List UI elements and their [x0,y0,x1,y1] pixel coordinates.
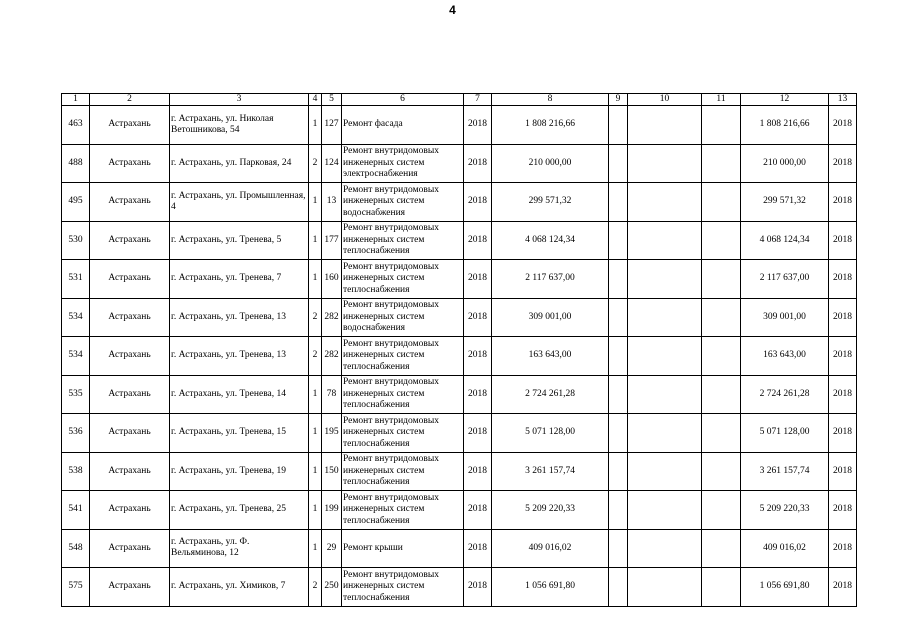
total-amount-cell: 3 261 157,74 [741,452,829,491]
table-row [62,375,857,414]
column-header: 3 [170,94,309,106]
col-11-cell [702,529,741,568]
col-9-cell [609,260,628,299]
column-header: 2 [90,94,170,106]
col-5-cell: 124 [322,144,342,183]
completion-year-cell: 2018 [829,183,857,222]
work-type-cell: Ремонт внутридомовых инженерных систем теплоснабжения [342,337,464,376]
col-11-cell [702,106,741,145]
total-amount-cell: 299 571,32 [741,183,829,222]
record-number-cell: 530 [62,221,90,260]
col-10-cell [628,414,702,453]
col-5-cell: 150 [322,452,342,491]
col-9-cell [609,375,628,414]
work-type-cell: Ремонт фасада [342,106,464,145]
work-type-cell: Ремонт внутридомовых инженерных систем теплоснабжения [342,375,464,414]
total-amount-cell: 2 724 261,28 [741,375,829,414]
address-cell: г. Астрахань, ул. Тренева, 25 [170,491,309,530]
record-number-cell: 495 [62,183,90,222]
col-5-cell: 195 [322,414,342,453]
col-9-cell [609,337,628,376]
year-cell: 2018 [464,337,492,376]
municipality-cell: Астрахань [90,375,170,414]
column-header: 5 [322,94,342,106]
record-number-cell: 488 [62,144,90,183]
municipality-cell: Астрахань [90,337,170,376]
address-cell: г. Астрахань, ул. Тренева, 5 [170,221,309,260]
col-9-cell [609,491,628,530]
municipality-cell: Астрахань [90,183,170,222]
table-row [62,414,857,453]
total-amount-cell: 1 056 691,80 [741,568,829,607]
col-10-cell [628,529,702,568]
year-cell: 2018 [464,106,492,145]
address-cell: г. Астрахань, ул. Ф. Вельяминова, 12 [170,529,309,568]
total-amount-cell: 309 001,00 [741,298,829,337]
col-5-cell: 282 [322,337,342,376]
year-cell: 2018 [464,221,492,260]
record-number-cell: 538 [62,452,90,491]
amount-cell: 409 016,02 [492,529,609,568]
address-cell: г. Астрахань, ул. Тренева, 14 [170,375,309,414]
col-5-cell: 282 [322,298,342,337]
amount-cell: 309 001,00 [492,298,609,337]
col-5-cell: 177 [322,221,342,260]
amount-cell: 5 209 220,33 [492,491,609,530]
year-cell: 2018 [464,529,492,568]
municipality-cell: Астрахань [90,529,170,568]
address-cell: г. Астрахань, ул. Николая Ветошникова, 54 [170,106,309,145]
col-10-cell [628,298,702,337]
col-10-cell [628,375,702,414]
col-11-cell [702,568,741,607]
col-4-cell: 2 [309,298,322,337]
amount-cell: 3 261 157,74 [492,452,609,491]
col-4-cell: 1 [309,529,322,568]
col-9-cell [609,414,628,453]
col-11-cell [702,183,741,222]
completion-year-cell: 2018 [829,221,857,260]
completion-year-cell: 2018 [829,337,857,376]
address-cell: г. Астрахань, ул. Промышленная, 4 [170,183,309,222]
capital-repair-table [61,93,857,607]
address-cell: г. Астрахань, ул. Тренева, 13 [170,298,309,337]
col-11-cell [702,452,741,491]
work-type-cell: Ремонт внутридомовых инженерных систем теплоснабжения [342,221,464,260]
col-11-cell [702,491,741,530]
table-row [62,491,857,530]
address-cell: г. Астрахань, ул. Тренева, 13 [170,337,309,376]
completion-year-cell: 2018 [829,491,857,530]
municipality-cell: Астрахань [90,260,170,299]
total-amount-cell: 210 000,00 [741,144,829,183]
table-row [62,183,857,222]
amount-cell: 2 117 637,00 [492,260,609,299]
municipality-cell: Астрахань [90,221,170,260]
column-header: 6 [342,94,464,106]
municipality-cell: Астрахань [90,106,170,145]
col-5-cell: 160 [322,260,342,299]
page-number: 4 [449,3,456,17]
work-type-cell: Ремонт крыши [342,529,464,568]
amount-cell: 1 056 691,80 [492,568,609,607]
record-number-cell: 531 [62,260,90,299]
total-amount-cell: 2 117 637,00 [741,260,829,299]
total-amount-cell: 5 209 220,33 [741,491,829,530]
column-header: 11 [702,94,741,106]
amount-cell: 299 571,32 [492,183,609,222]
col-4-cell: 1 [309,183,322,222]
table-row [62,298,857,337]
column-header: 12 [741,94,829,106]
col-5-cell: 199 [322,491,342,530]
total-amount-cell: 5 071 128,00 [741,414,829,453]
col-4-cell: 1 [309,106,322,145]
work-type-cell: Ремонт внутридомовых инженерных систем теплоснабжения [342,452,464,491]
year-cell: 2018 [464,183,492,222]
record-number-cell: 548 [62,529,90,568]
completion-year-cell: 2018 [829,260,857,299]
work-type-cell: Ремонт внутридомовых инженерных систем теплоснабжения [342,260,464,299]
amount-cell: 5 071 128,00 [492,414,609,453]
table-row [62,106,857,145]
col-4-cell: 2 [309,568,322,607]
work-type-cell: Ремонт внутридомовых инженерных систем водоснабжения [342,183,464,222]
work-type-cell: Ремонт внутридомовых инженерных систем электроснабжения [342,144,464,183]
col-10-cell [628,491,702,530]
column-header: 4 [309,94,322,106]
col-9-cell [609,298,628,337]
column-number-row [62,94,857,106]
col-9-cell [609,529,628,568]
col-4-cell: 2 [309,337,322,376]
amount-cell: 2 724 261,28 [492,375,609,414]
completion-year-cell: 2018 [829,529,857,568]
table-row [62,452,857,491]
record-number-cell: 534 [62,298,90,337]
year-cell: 2018 [464,414,492,453]
col-4-cell: 1 [309,491,322,530]
amount-cell: 210 000,00 [492,144,609,183]
address-cell: г. Астрахань, ул. Тренева, 7 [170,260,309,299]
column-header: 1 [62,94,90,106]
col-9-cell [609,183,628,222]
col-4-cell: 1 [309,452,322,491]
column-header: 10 [628,94,702,106]
column-header: 7 [464,94,492,106]
col-9-cell [609,452,628,491]
completion-year-cell: 2018 [829,375,857,414]
col-4-cell: 1 [309,414,322,453]
col-9-cell [609,144,628,183]
col-10-cell [628,568,702,607]
address-cell: г. Астрахань, ул. Химиков, 7 [170,568,309,607]
municipality-cell: Астрахань [90,144,170,183]
col-5-cell: 29 [322,529,342,568]
work-type-cell: Ремонт внутридомовых инженерных систем теплоснабжения [342,491,464,530]
col-11-cell [702,221,741,260]
record-number-cell: 575 [62,568,90,607]
year-cell: 2018 [464,491,492,530]
col-11-cell [702,298,741,337]
col-10-cell [628,452,702,491]
table-row [62,568,857,607]
address-cell: г. Астрахань, ул. Парковая, 24 [170,144,309,183]
table-row [62,529,857,568]
column-header: 13 [829,94,857,106]
completion-year-cell: 2018 [829,568,857,607]
col-11-cell [702,375,741,414]
col-4-cell: 1 [309,375,322,414]
col-10-cell [628,337,702,376]
amount-cell: 1 808 216,66 [492,106,609,145]
col-11-cell [702,260,741,299]
col-5-cell: 13 [322,183,342,222]
year-cell: 2018 [464,568,492,607]
col-9-cell [609,568,628,607]
col-11-cell [702,144,741,183]
col-4-cell: 2 [309,144,322,183]
address-cell: г. Астрахань, ул. Тренева, 19 [170,452,309,491]
col-10-cell [628,183,702,222]
table-row [62,144,857,183]
table-row [62,260,857,299]
col-10-cell [628,260,702,299]
col-9-cell [609,106,628,145]
work-type-cell: Ремонт внутридомовых инженерных систем теплоснабжения [342,568,464,607]
record-number-cell: 534 [62,337,90,376]
col-11-cell [702,414,741,453]
work-type-cell: Ремонт внутридомовых инженерных систем теплоснабжения [342,414,464,453]
year-cell: 2018 [464,375,492,414]
col-10-cell [628,144,702,183]
col-4-cell: 1 [309,260,322,299]
municipality-cell: Астрахань [90,298,170,337]
table-row [62,221,857,260]
total-amount-cell: 409 016,02 [741,529,829,568]
municipality-cell: Астрахань [90,414,170,453]
column-header: 9 [609,94,628,106]
completion-year-cell: 2018 [829,298,857,337]
column-header: 8 [492,94,609,106]
col-10-cell [628,221,702,260]
amount-cell: 163 643,00 [492,337,609,376]
col-5-cell: 127 [322,106,342,145]
completion-year-cell: 2018 [829,414,857,453]
year-cell: 2018 [464,260,492,299]
year-cell: 2018 [464,452,492,491]
municipality-cell: Астрахань [90,491,170,530]
col-9-cell [609,221,628,260]
col-5-cell: 250 [322,568,342,607]
table-row [62,337,857,376]
total-amount-cell: 1 808 216,66 [741,106,829,145]
year-cell: 2018 [464,144,492,183]
record-number-cell: 535 [62,375,90,414]
municipality-cell: Астрахань [90,452,170,491]
record-number-cell: 463 [62,106,90,145]
col-11-cell [702,337,741,376]
total-amount-cell: 163 643,00 [741,337,829,376]
record-number-cell: 536 [62,414,90,453]
col-5-cell: 78 [322,375,342,414]
work-type-cell: Ремонт внутридомовых инженерных систем водоснабжения [342,298,464,337]
completion-year-cell: 2018 [829,106,857,145]
completion-year-cell: 2018 [829,144,857,183]
address-cell: г. Астрахань, ул. Тренева, 15 [170,414,309,453]
total-amount-cell: 4 068 124,34 [741,221,829,260]
amount-cell: 4 068 124,34 [492,221,609,260]
year-cell: 2018 [464,298,492,337]
municipality-cell: Астрахань [90,568,170,607]
completion-year-cell: 2018 [829,452,857,491]
col-4-cell: 1 [309,221,322,260]
col-10-cell [628,106,702,145]
record-number-cell: 541 [62,491,90,530]
